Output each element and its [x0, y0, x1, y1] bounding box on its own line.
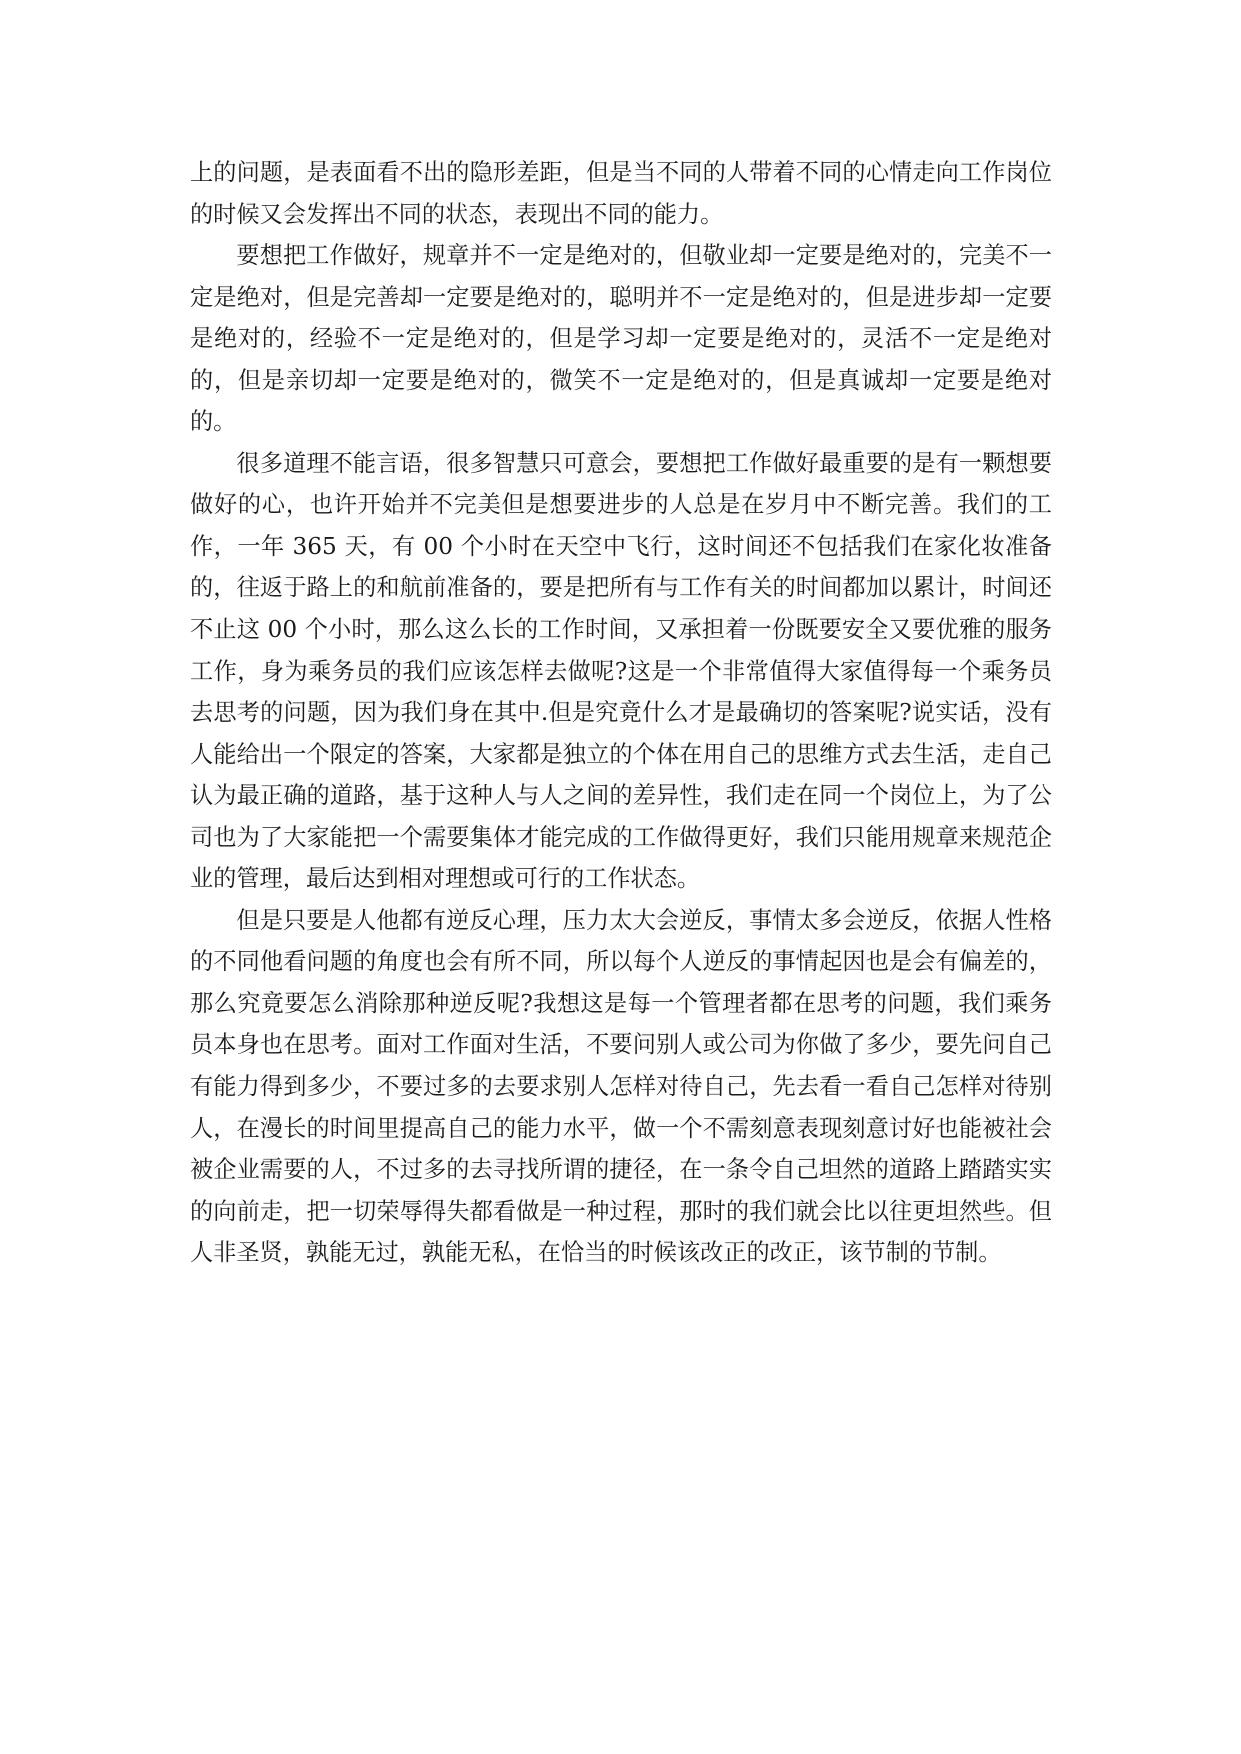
paragraph-1: 上的问题，是表面看不出的隐形差距，但是当不同的人带着不同的心情走向工作岗位的时候又会发挥出不同的状态，表现出不同的能力。: [190, 159, 1052, 228]
paragraph-3: 很多道理不能言语，很多智慧只可意会，要想把工作做好最重要的是有一颗想要做好的心，也许开始并不完美但是想要进步的人总是在岁月中不断完善。我们的工作，一年 365 天，有 00 个小时在天空中飞行，这时间还不包括我们在家化妆准备的，往返于路上的和航前准备的，要是把所有与工作有关的时间都加以累计，时间还不止这 00 个小时，那么这么长的工作时间，又承担着一份既要安全又要优雅的服务工作，身为乘务员的我们应该怎样去做呢?这是一个非常值得大家值得每一个乘务员去思考的问题，因为我们身在其中.但是究竟什么才是最确切的答案呢?说实话，没有人能给出一个限定的答案，大家都是独立的个体在用自己的思维方式去生活，走自己认为最正确的道路，基于这种人与人之间的差异性，我们走在同一个岗位上，为了公司也为了大家能把一个需要集体才能完成的工作做得更好，我们只能用规章来规范企业的管理，最后达到相对理想或可行的工作状态。: [190, 449, 1052, 893]
paragraph-2: 要想把工作做好，规章并不一定是绝对的，但敬业却一定要是绝对的，完美不一定是绝对，但是完善却一定要是绝对的，聪明并不一定是绝对的，但是进步却一定要是绝对的，经验不一定是绝对的，但是学习却一定要是绝对的，灵活不一定是绝对的，但是亲切却一定要是绝对的，微笑不一定是绝对的，但是真诚却一定要是绝对的。: [190, 242, 1052, 436]
paragraph-4: 但是只要是人他都有逆反心理，压力太大会逆反，事情太多会逆反，依据人性格的不同他看问题的角度也会有所不同，所以每个人逆反的事情起因也是会有偏差的，那么究竟要怎么消除那种逆反呢?我想这是每一个管理者都在思考的问题，我们乘务员本身也在思考。面对工作面对生活，不要问别人或公司为你做了多少，要先问自己有能力得到多少，不要过多的去要求别人怎样对待自己，先去看一看自己怎样对待别人，在漫长的时间里提高自己的能力水平，做一个不需刻意表现刻意讨好也能被社会被企业需要的人，不过多的去寻找所谓的捷径，在一条令自己坦然的道路上踏踏实实的向前走，把一切荣辱得失都看做是一种过程，那时的我们就会比以往更坦然些。但人非圣贤，孰能无过，孰能无私，在恰当的时候该改正的改正，该节制的节制。: [190, 906, 1052, 1267]
document-body: [190, 152, 1052, 1274]
